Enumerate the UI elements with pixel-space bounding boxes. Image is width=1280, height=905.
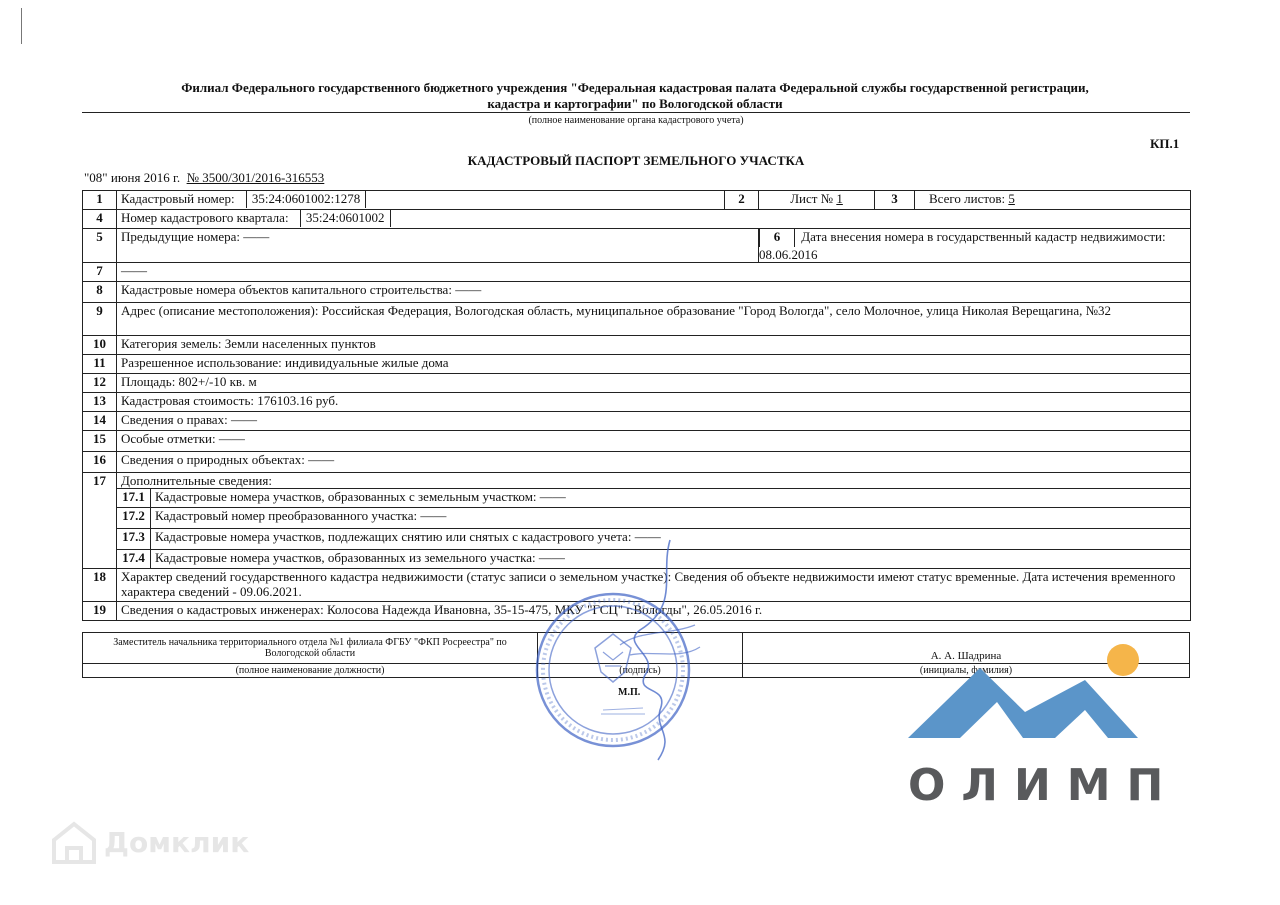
rights-value: ——: [230, 412, 257, 427]
special-marks-cell: [117, 431, 1191, 452]
formed-from-label: Кадастровые номера участков, образованных из земельного участка:: [155, 550, 536, 565]
row-17-1: [83, 489, 1191, 508]
quarter-number-label: Номер кадастрового квартала:: [121, 210, 289, 225]
total-sheets-value: 5: [1008, 191, 1015, 206]
row-13: [83, 393, 1191, 412]
record-status-text: Характер сведений государственного кадастра недвижимости (статус записи о земельном участке): Сведения об объекте недвижимости имеют статус временные. Дата истечения временного характера сведений - 09.06.2021.: [117, 569, 1191, 602]
transformed-label: Кадастровый номер преобразованного участка:: [155, 508, 418, 523]
document-date: "08" июня 2016 г.: [84, 170, 181, 185]
entry-date-cell: [759, 229, 1191, 263]
special-marks-value: ——: [218, 431, 245, 446]
row-number: 4: [83, 210, 117, 229]
row-number: 9: [83, 303, 117, 336]
olimp-wordmark: ОЛИМП: [908, 760, 1180, 811]
agency-name-line2: кадастра и картографии" по Вологодской области: [487, 96, 783, 111]
form-code: КП.1: [1150, 136, 1180, 151]
engineers-text: Сведения о кадастровых инженерах: Колосова Надежда Ивановна, 35-15-475, МКУ "ГСЦ" г.Вологды", 26.05.2016 г.: [117, 602, 1191, 621]
previous-numbers-cell: [117, 229, 759, 263]
row-8: [83, 282, 1191, 303]
row-number: 3: [875, 191, 915, 210]
transformed-cell: [151, 508, 1191, 529]
sheet-label: Лист №: [790, 191, 834, 206]
previous-numbers-value: ——: [243, 229, 270, 244]
cadastral-number-cell: [117, 191, 725, 210]
row-number: 11: [83, 355, 117, 374]
header-divider: [82, 112, 1190, 113]
row-9: [83, 303, 1191, 336]
previous-numbers-label: Предыдущие номера:: [121, 229, 241, 244]
removed-label: Кадастровые номера участков, подлежащих снятию или снятых с кадастрового учета:: [155, 529, 632, 544]
row-number: 10: [83, 336, 117, 355]
document-date-number: [84, 170, 324, 186]
row-number: 19: [83, 602, 117, 621]
position-line1: Заместитель начальника территориального отдела №1 филиала ФГБУ "ФКП Росреестра" по: [113, 637, 507, 648]
row-number: 6: [759, 229, 795, 247]
row-14: [83, 412, 1191, 431]
row-number: 13: [83, 393, 117, 412]
row-number: 2: [725, 191, 759, 210]
row-7-value: ——: [117, 263, 1191, 282]
position-cell: [83, 633, 538, 664]
removed-value: ——: [634, 529, 661, 544]
row-number: 17.4: [117, 550, 151, 569]
address-text: Адрес (описание местоположения): Российская Федерация, Вологодская область, муниципальное образование "Город Вологда", село Молочное, улица Николая Верещагина, №32: [117, 303, 1191, 336]
sheet-value: 1: [836, 191, 843, 206]
agency-caption: (полное наименование органа кадастрового учета): [528, 115, 744, 126]
mountain-logo-icon: [905, 640, 1145, 740]
stamp-mark: М.П.: [618, 687, 641, 698]
formed-with-value: ——: [539, 489, 566, 504]
sheet-number-cell: [759, 191, 875, 210]
natural-objects-label: Сведения о природных объектах:: [121, 452, 305, 467]
caption-sign: (подпись): [538, 664, 743, 678]
formed-from-value: ——: [538, 550, 565, 565]
quarter-number-cell: [117, 210, 1191, 229]
row-number: 17.2: [117, 508, 151, 529]
natural-objects-value: ——: [308, 452, 335, 467]
capital-objects-cell: [117, 282, 1191, 303]
land-category-text: Категория земель: Земли населенных пунктов: [117, 336, 1191, 355]
row-number: 14: [83, 412, 117, 431]
row-12: [83, 374, 1191, 393]
house-icon: [50, 818, 98, 866]
caption-name: (инициалы, фамилия): [743, 664, 1190, 678]
row-number: 8: [83, 282, 117, 303]
row-1: [83, 191, 1191, 210]
document-title: КАДАСТРОВЫЙ ПАСПОРТ ЗЕМЕЛЬНОГО УЧАСТКА: [467, 153, 805, 168]
cadastral-value-text: Кадастровая стоимость: 176103.16 руб.: [117, 393, 1191, 412]
quarter-number-value: 35:24:0601002: [300, 209, 391, 227]
rights-label: Сведения о правах:: [121, 412, 228, 427]
rights-cell: [117, 412, 1191, 431]
total-sheets-cell: [915, 191, 1191, 210]
position-line2: Вологодской области: [264, 648, 356, 659]
row-number: 17.1: [117, 489, 151, 508]
area-text: Площадь: 802+/-10 кв. м: [117, 374, 1191, 393]
row-16: [83, 452, 1191, 473]
row-7: [83, 263, 1191, 282]
row-number: 15: [83, 431, 117, 452]
total-sheets-label: Всего листов:: [929, 191, 1006, 206]
row-15: [83, 431, 1191, 452]
row-11: [83, 355, 1191, 374]
cadastral-number-value: 35:24:0601002:1278: [246, 190, 366, 208]
special-marks-label: Особые отметки:: [121, 431, 216, 446]
row-number: 1: [83, 191, 117, 210]
olimp-logo: [905, 640, 1145, 740]
capital-objects-value: ——: [455, 282, 482, 297]
row-17-2: [83, 508, 1191, 529]
domclick-text: Домклик: [104, 825, 250, 859]
capital-objects-label: Кадастровые номера объектов капитального строительства:: [121, 282, 452, 297]
transformed-value: ——: [420, 508, 447, 523]
domclick-watermark: [50, 818, 249, 866]
entry-date-text: Дата внесения номера в государственный кадастр недвижимости: 08.06.2016: [759, 229, 1166, 262]
row-number: 7: [83, 263, 117, 282]
row-number: 12: [83, 374, 117, 393]
row-5: [83, 229, 1191, 263]
natural-objects-cell: [117, 452, 1191, 473]
row-4: [83, 210, 1191, 229]
formed-with-label: Кадастровые номера участков, образованных с земельным участком:: [155, 489, 537, 504]
scan-mark: [21, 8, 22, 44]
cadastral-number-label: Кадастровый номер:: [121, 191, 235, 206]
additional-info-label: Дополнительные сведения:: [117, 473, 1191, 489]
signer-name: А. А. Шадрина: [930, 650, 1002, 662]
formed-with-cell: [151, 489, 1191, 508]
signature-icon: [600, 535, 710, 765]
row-number: 17.3: [117, 529, 151, 550]
handwritten-signature: [600, 535, 710, 765]
caption-position: (полное наименование должности): [83, 664, 538, 678]
row-number: 18: [83, 569, 117, 602]
row-number: 16: [83, 452, 117, 473]
row-number: 17: [83, 473, 117, 569]
permitted-use-text: Разрешенное использование: индивидуальные жилые дома: [117, 355, 1191, 374]
agency-name-line1: Филиал Федерального государственного бюджетного учреждения "Федеральная кадастровая палата Федеральной службы государственной регистрации,: [181, 80, 1089, 95]
row-10: [83, 336, 1191, 355]
row-17: [83, 473, 1191, 489]
row-number: 5: [83, 229, 117, 263]
document-number: № 3500/301/2016-316553: [186, 170, 325, 185]
